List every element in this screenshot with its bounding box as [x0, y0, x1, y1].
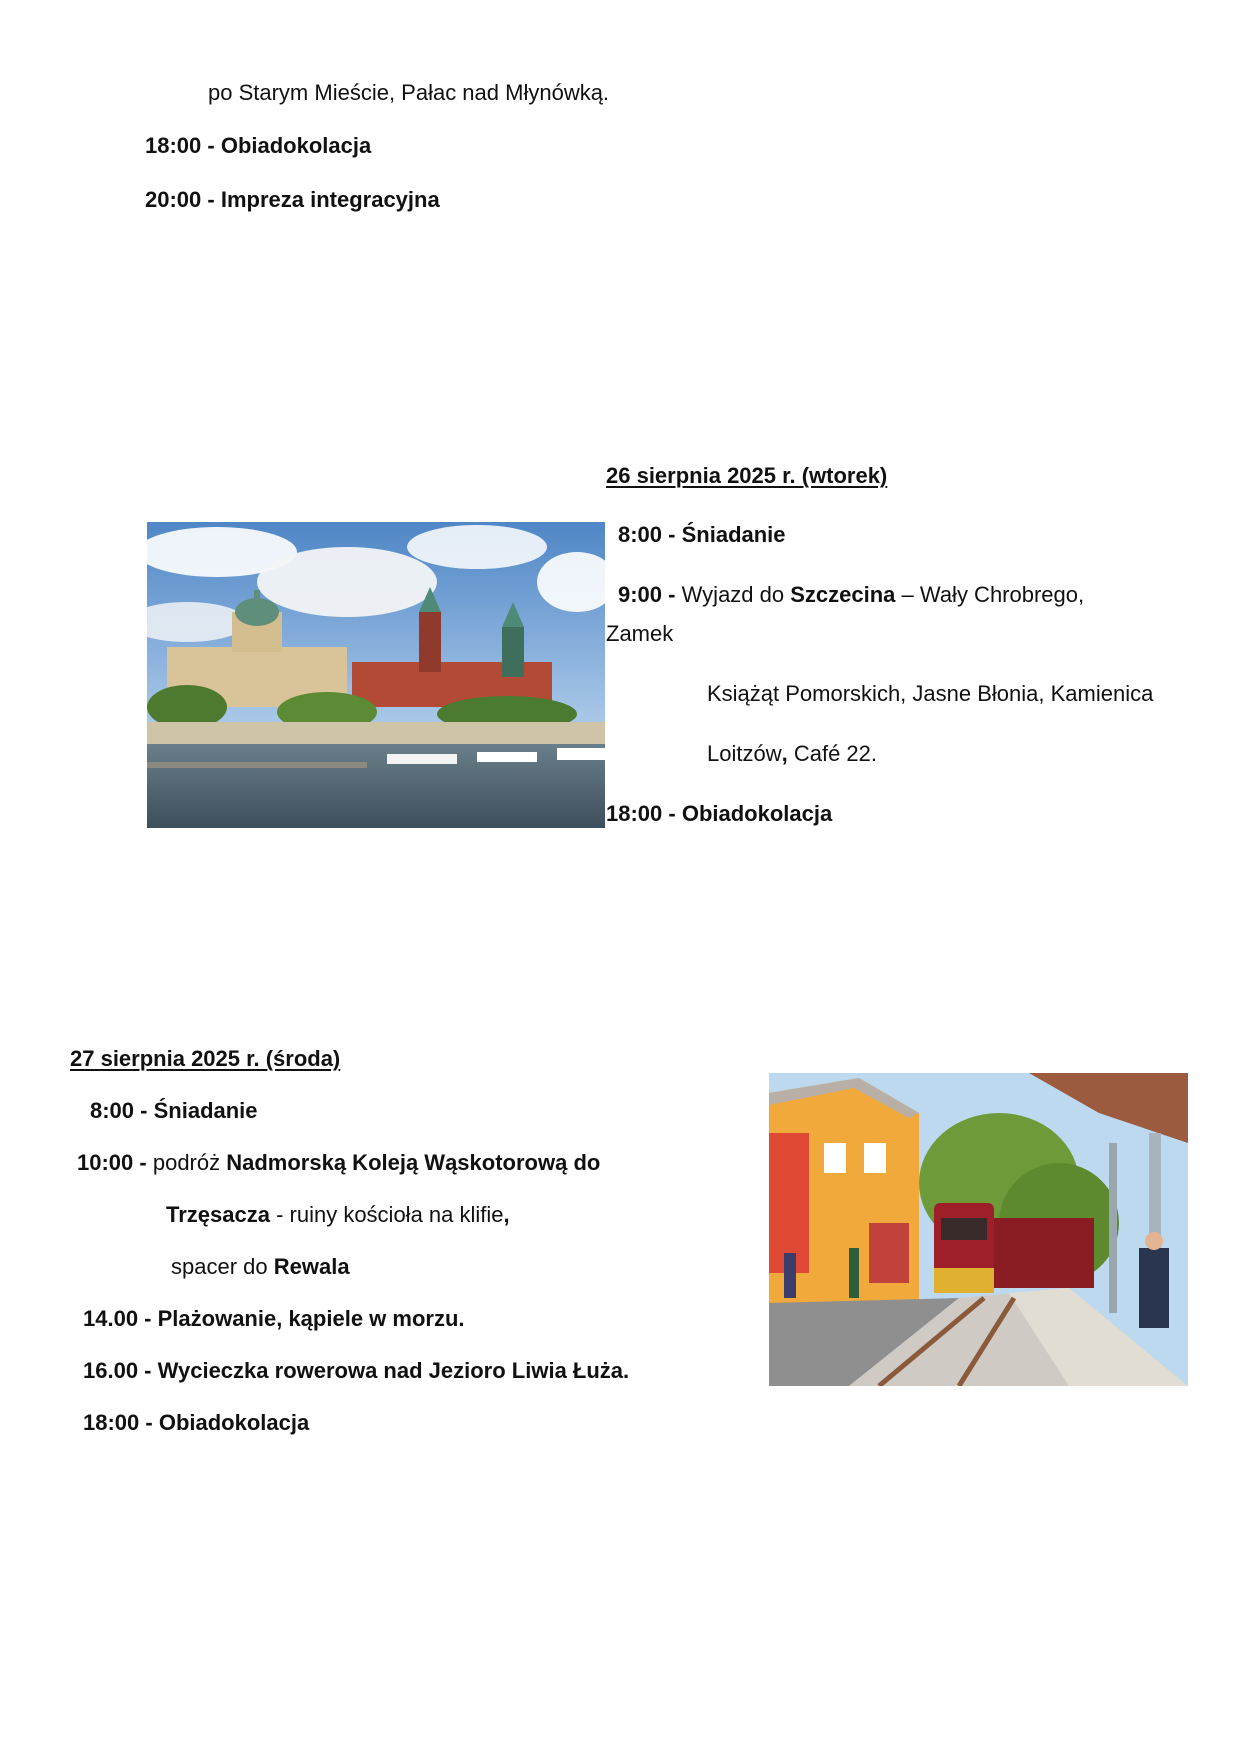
intro-continuation: po Starym Mieście, Pałac nad Młynówką. — [208, 80, 610, 105]
intro-item-party: 20:00 - Impreza integracyjna — [145, 187, 440, 212]
day27-train-walk: spacer do Rewala — [171, 1254, 350, 1279]
day26-trip-line2: Książąt Pomorskich, Jasne Błonia, Kamienica — [707, 681, 1154, 706]
intro-item-dinner: 18:00 - Obiadokolacja — [145, 133, 372, 158]
day26-heading: 26 sierpnia 2025 r. (wtorek) — [606, 463, 888, 488]
day27-train: 10:00 - podróż Nadmorską Koleją Wąskotorową do — [77, 1150, 601, 1175]
day26-trip: 9:00 - Wyjazd do Szczecina – Wały Chrobrego, — [618, 582, 1085, 607]
day26-trip-line3: Loitzów, Café 22. — [707, 741, 877, 766]
szczecin-photo — [147, 522, 605, 828]
day26-trip-wrap: Zamek — [606, 621, 674, 646]
day27-beach: 14.00 - Plażowanie, kąpiele w morzu. — [83, 1306, 465, 1331]
day27-breakfast: 8:00 - Śniadanie — [90, 1098, 258, 1123]
day27-heading: 27 sierpnia 2025 r. (środa) — [70, 1046, 341, 1071]
szczecin-photo-graphic — [147, 522, 605, 828]
day26-dinner: 18:00 - Obiadokolacja — [606, 801, 833, 826]
day27-train-dest: Trzęsacza - ruiny kościoła na klifie, — [166, 1202, 510, 1227]
train-photo-graphic — [769, 1073, 1188, 1386]
day27-bike: 16.00 - Wycieczka rowerowa nad Jezioro Liwia Łuża. — [83, 1358, 630, 1383]
day26-breakfast: 8:00 - Śniadanie — [618, 522, 786, 547]
train-photo — [769, 1073, 1188, 1386]
day27-dinner: 18:00 - Obiadokolacja — [83, 1410, 310, 1435]
